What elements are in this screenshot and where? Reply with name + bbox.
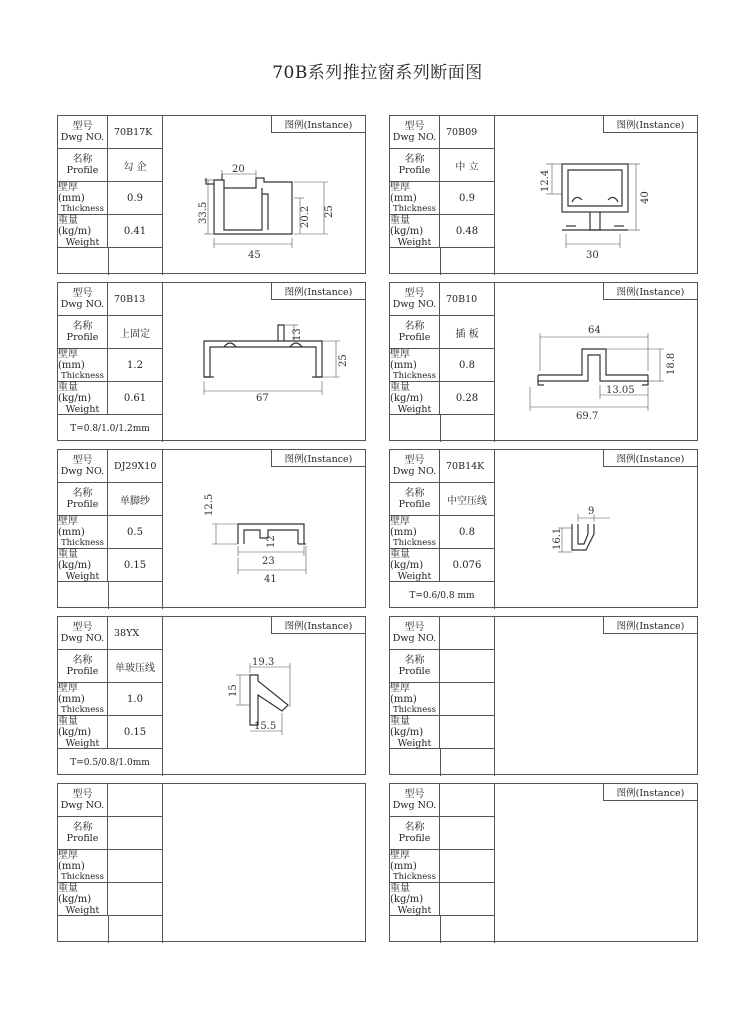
- instance-label: 图例(Instance): [271, 283, 365, 300]
- weight-label: 重量 (kg/m) Weight: [390, 549, 440, 582]
- weight-value: 0.61: [108, 382, 163, 415]
- footer-note: [390, 916, 495, 943]
- footer-note: [58, 248, 163, 275]
- dwg-label: 型号 Dwg NO.: [390, 450, 440, 483]
- profile-label: 名称 Profile: [58, 149, 108, 182]
- thickness-value: 0.9: [440, 182, 495, 215]
- dwg-label: 型号 Dwg NO.: [390, 617, 440, 650]
- dwg-value: 70B09: [440, 116, 495, 149]
- profile-label: 名称 Profile: [390, 483, 440, 516]
- instance-label: 图例(Instance): [603, 450, 697, 467]
- thickness-label: 壁厚 (mm) Thickness: [390, 182, 440, 215]
- profile-value: 中 立: [440, 149, 495, 182]
- thickness-label: 壁厚 (mm) Thickness: [390, 349, 440, 382]
- page-title: 70B系列推拉窗系列断面图: [272, 63, 483, 83]
- dim-label: 25: [324, 205, 335, 218]
- thickness-value: 0.5: [108, 516, 163, 549]
- profile-label: 名称 Profile: [390, 316, 440, 349]
- thickness-value: 0.8: [440, 516, 495, 549]
- dim-label: 69.7: [576, 411, 599, 422]
- profile-card-8: [57, 783, 366, 942]
- weight-value: 0.28: [440, 382, 495, 415]
- dim-label: 15: [228, 684, 239, 697]
- weight-label: 重量 (kg/m) Weight: [390, 883, 440, 916]
- dwg-label: 型号 Dwg NO.: [58, 450, 108, 483]
- dim-label: 67: [256, 393, 269, 404]
- dim-label: 30: [586, 250, 599, 261]
- weight-value: 0.41: [108, 215, 163, 248]
- profile-drawing: [164, 468, 364, 606]
- dim-label: 64: [588, 325, 601, 336]
- thickness-label: 壁厚 (mm) Thickness: [390, 850, 440, 883]
- profile-label: 名称 Profile: [58, 483, 108, 516]
- dim-label: 19.3: [252, 657, 275, 668]
- dim-label: 20.2: [300, 205, 311, 228]
- dwg-value: 70B14K: [440, 450, 495, 483]
- profile-label: 名称 Profile: [58, 817, 108, 850]
- dwg-value: [108, 784, 163, 817]
- thickness-value: [440, 683, 495, 716]
- profile-card-4: [57, 449, 366, 608]
- dim-label: 12: [266, 535, 277, 548]
- profile-drawing: [496, 134, 696, 272]
- dim-label: 20: [232, 164, 245, 175]
- profile-drawing: [164, 635, 364, 773]
- profile-card-5: [389, 449, 698, 608]
- dwg-label: 型号 Dwg NO.: [390, 784, 440, 817]
- dwg-value: [440, 784, 495, 817]
- profile-label: 名称 Profile: [390, 650, 440, 683]
- thickness-label: 壁厚 (mm) Thickness: [390, 516, 440, 549]
- thickness-value: [108, 850, 163, 883]
- footer-note: [390, 248, 495, 275]
- profile-drawing: [496, 468, 696, 606]
- weight-value: 0.076: [440, 549, 495, 582]
- profile-label: 名称 Profile: [390, 817, 440, 850]
- profile-label: 名称 Profile: [58, 316, 108, 349]
- thickness-value: [440, 850, 495, 883]
- weight-label: 重量 (kg/m) Weight: [58, 549, 108, 582]
- instance-label: 图例(Instance): [271, 116, 365, 133]
- dwg-value: DJ29X10: [108, 450, 163, 483]
- profile-card-1: [389, 115, 698, 274]
- weight-value: 0.15: [108, 549, 163, 582]
- instance-label: 图例(Instance): [271, 450, 365, 467]
- profile-card-9: [389, 783, 698, 942]
- profile-label: 名称 Profile: [390, 149, 440, 182]
- dwg-label: 型号 Dwg NO.: [390, 116, 440, 149]
- weight-value: [440, 883, 495, 916]
- profile-value: 上固定: [108, 316, 163, 349]
- weight-label: 重量 (kg/m) Weight: [390, 382, 440, 415]
- profile-value: [440, 817, 495, 850]
- profile-value: 中空压线: [440, 483, 495, 516]
- weight-value: [440, 716, 495, 749]
- footer-note: [58, 916, 163, 943]
- dim-label: 13: [292, 328, 303, 341]
- dwg-label: 型号 Dwg NO.: [58, 116, 108, 149]
- instance-label: 图例(Instance): [603, 116, 697, 133]
- profile-value: 单玻压线: [108, 650, 163, 683]
- weight-label: 重量 (kg/m) Weight: [58, 883, 108, 916]
- weight-label: 重量 (kg/m) Weight: [58, 716, 108, 749]
- dwg-value: 70B17K: [108, 116, 163, 149]
- instance-label: 图例(Instance): [271, 617, 365, 634]
- dim-label: 16.1: [552, 527, 563, 550]
- profile-drawing: [496, 301, 696, 439]
- dim-label: 12.5: [204, 493, 215, 516]
- dwg-value: 70B10: [440, 283, 495, 316]
- dim-label: 13.05: [606, 385, 635, 396]
- profile-card-7: [389, 616, 698, 775]
- instance-label: 图例(Instance): [603, 617, 697, 634]
- profile-card-2: [57, 282, 366, 441]
- weight-label: 重量 (kg/m) Weight: [390, 716, 440, 749]
- thickness-label: 壁厚 (mm) Thickness: [58, 349, 108, 382]
- dwg-label: 型号 Dwg NO.: [390, 283, 440, 316]
- weight-value: 0.15: [108, 716, 163, 749]
- thickness-value: 1.0: [108, 683, 163, 716]
- dwg-label: 型号 Dwg NO.: [58, 617, 108, 650]
- profile-card-6: [57, 616, 366, 775]
- weight-label: 重量 (kg/m) Weight: [390, 215, 440, 248]
- profile-card-0: [57, 115, 366, 274]
- thickness-label: 壁厚 (mm) Thickness: [390, 683, 440, 716]
- dwg-value: 70B13: [108, 283, 163, 316]
- profile-value: [108, 817, 163, 850]
- profile-value: [440, 650, 495, 683]
- dim-label: 40: [640, 191, 651, 204]
- footer-note: T=0.5/0.8/1.0mm: [58, 749, 163, 776]
- dwg-label: 型号 Dwg NO.: [58, 283, 108, 316]
- dim-label: 41: [264, 574, 277, 585]
- profile-card-3: [389, 282, 698, 441]
- weight-value: 0.48: [440, 215, 495, 248]
- profile-drawing: [164, 301, 364, 439]
- instance-label: 图例(Instance): [603, 784, 697, 801]
- weight-label: 重量 (kg/m) Weight: [58, 215, 108, 248]
- profile-drawing: [164, 134, 364, 272]
- dim-label: 33.5: [198, 201, 209, 224]
- dim-label: 23: [262, 556, 275, 567]
- footer-note: [58, 582, 163, 609]
- dim-label: 18.8: [666, 352, 677, 375]
- thickness-value: 0.8: [440, 349, 495, 382]
- thickness-label: 壁厚 (mm) Thickness: [58, 683, 108, 716]
- footer-note: T=0.6/0.8 mm: [390, 582, 495, 609]
- thickness-value: 1.2: [108, 349, 163, 382]
- footer-note: [390, 415, 495, 442]
- thickness-label: 壁厚 (mm) Thickness: [58, 850, 108, 883]
- footer-note: T=0.8/1.0/1.2mm: [58, 415, 163, 442]
- instance-label: 图例(Instance): [603, 283, 697, 300]
- thickness-label: 壁厚 (mm) Thickness: [58, 516, 108, 549]
- dim-label: 25: [338, 354, 349, 367]
- footer-note: [390, 749, 495, 776]
- dwg-value: [440, 617, 495, 650]
- dim-label: 45: [248, 250, 261, 261]
- dim-label: 12.4: [540, 169, 551, 192]
- profile-value: 单脚纱: [108, 483, 163, 516]
- dwg-value: 38YX: [108, 617, 163, 650]
- dim-label: 9: [588, 506, 595, 517]
- thickness-label: 壁厚 (mm) Thickness: [58, 182, 108, 215]
- dim-label: 15.5: [254, 721, 277, 732]
- weight-value: [108, 883, 163, 916]
- profile-label: 名称 Profile: [58, 650, 108, 683]
- weight-label: 重量 (kg/m) Weight: [58, 382, 108, 415]
- dwg-label: 型号 Dwg NO.: [58, 784, 108, 817]
- thickness-value: 0.9: [108, 182, 163, 215]
- profile-value: 插 板: [440, 316, 495, 349]
- profile-value: 勾 企: [108, 149, 163, 182]
